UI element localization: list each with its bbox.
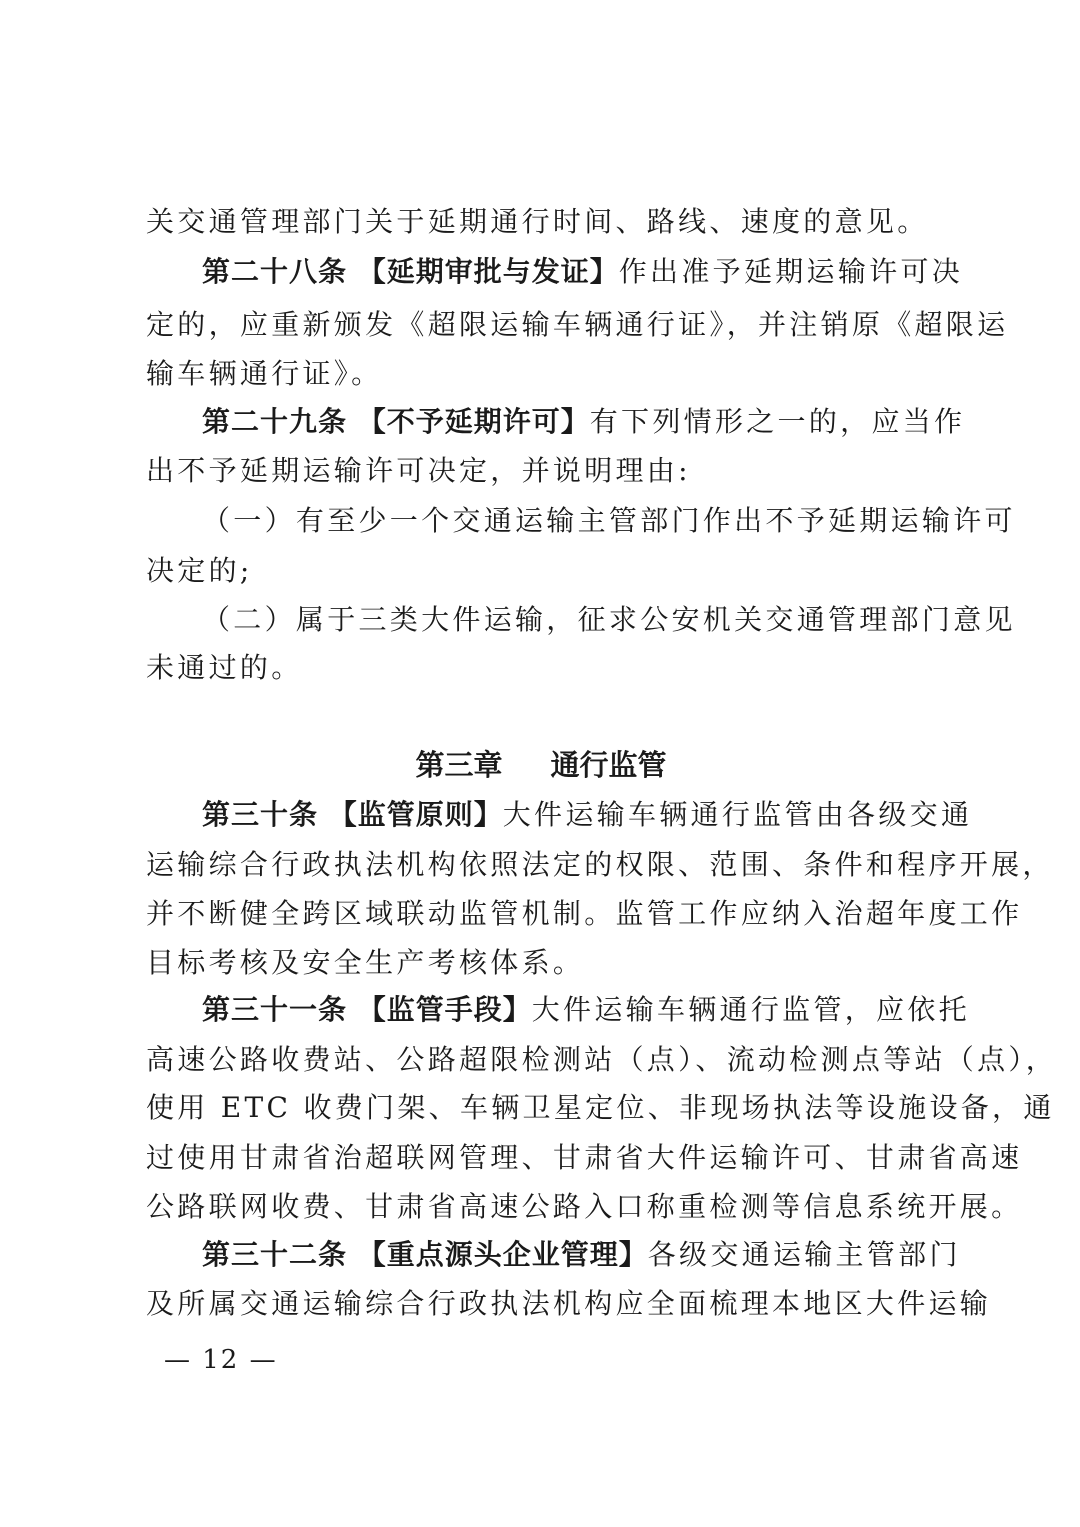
article-heading: 第三十条 【监管原则】 xyxy=(202,798,503,831)
article-heading: 第三十一条 【监管手段】 xyxy=(202,993,532,1026)
article-heading: 第二十九条 【不予延期许可】 xyxy=(202,405,590,438)
body-line: 过使用甘肃省治超联网管理、甘肃省大件运输许可、甘肃省高速 xyxy=(146,1141,1023,1174)
list-item: （二）属于三类大件运输，征求公安机关交通管理部门意见 xyxy=(202,603,1016,636)
body-line: 及所属交通运输综合行政执法机构应全面梳理本地区大件运输 xyxy=(146,1287,992,1320)
article-text: 大件运输车辆通行监管由各级交通 xyxy=(502,798,973,831)
body-line: 运输综合行政执法机构依照法定的权限、范围、条件和程序开展， xyxy=(146,848,1054,881)
body-line: 出不予延期运输许可决定，并说明理由: xyxy=(146,454,691,487)
chapter-heading xyxy=(146,740,936,790)
article-31 xyxy=(146,985,992,1035)
body-line: 使用 ETC 收费门架、车辆卫星定位、非现场执法等设施设备，通 xyxy=(146,1091,1055,1124)
article-28 xyxy=(146,247,992,297)
article-heading: 第二十八条 【延期审批与发证】 xyxy=(202,255,619,288)
body-line: 未通过的。 xyxy=(146,651,303,684)
body-line: 关交通管理部门关于延期通行时间、路线、速度的意见。 xyxy=(146,205,929,238)
article-text: 大件运输车辆通行监管，应依托 xyxy=(531,993,970,1026)
article-text: 有下列情形之一的，应当作 xyxy=(589,405,966,438)
article-text: 各级交通运输主管部门 xyxy=(647,1238,961,1271)
body-line: 高速公路收费站、公路超限检测站（点）、流动检测点等站（点）， xyxy=(146,1043,1058,1076)
article-text: 作出准予延期运输许可决 xyxy=(618,255,964,288)
body-line: 输车辆通行证》。 xyxy=(146,357,383,390)
body-line: 目标考核及安全生产考核体系。 xyxy=(146,946,585,979)
article-heading: 第三十二条 【重点源头企业管理】 xyxy=(202,1238,648,1271)
body-line: 定的，应重新颁发《超限运输车辆通行证》，并注销原《超限运 xyxy=(146,308,1009,341)
body-line: 公路联网收费、甘肃省高速公路入口称重检测等信息系统开展。 xyxy=(146,1190,1023,1223)
body-line: 决定的; xyxy=(146,554,253,587)
body-line: 并不断健全跨区域联动监管机制。监管工作应纳入治超年度工作 xyxy=(146,897,1023,930)
article-29 xyxy=(146,397,992,447)
article-32 xyxy=(146,1230,992,1280)
list-item: （一）有至少一个交通运输主管部门作出不予延期运输许可 xyxy=(202,504,1016,537)
chapter-number: 第三章 xyxy=(415,748,503,782)
page-number: — 12 — xyxy=(164,1345,278,1375)
chapter-title: 通行监管 xyxy=(550,748,667,782)
article-30 xyxy=(146,790,992,840)
